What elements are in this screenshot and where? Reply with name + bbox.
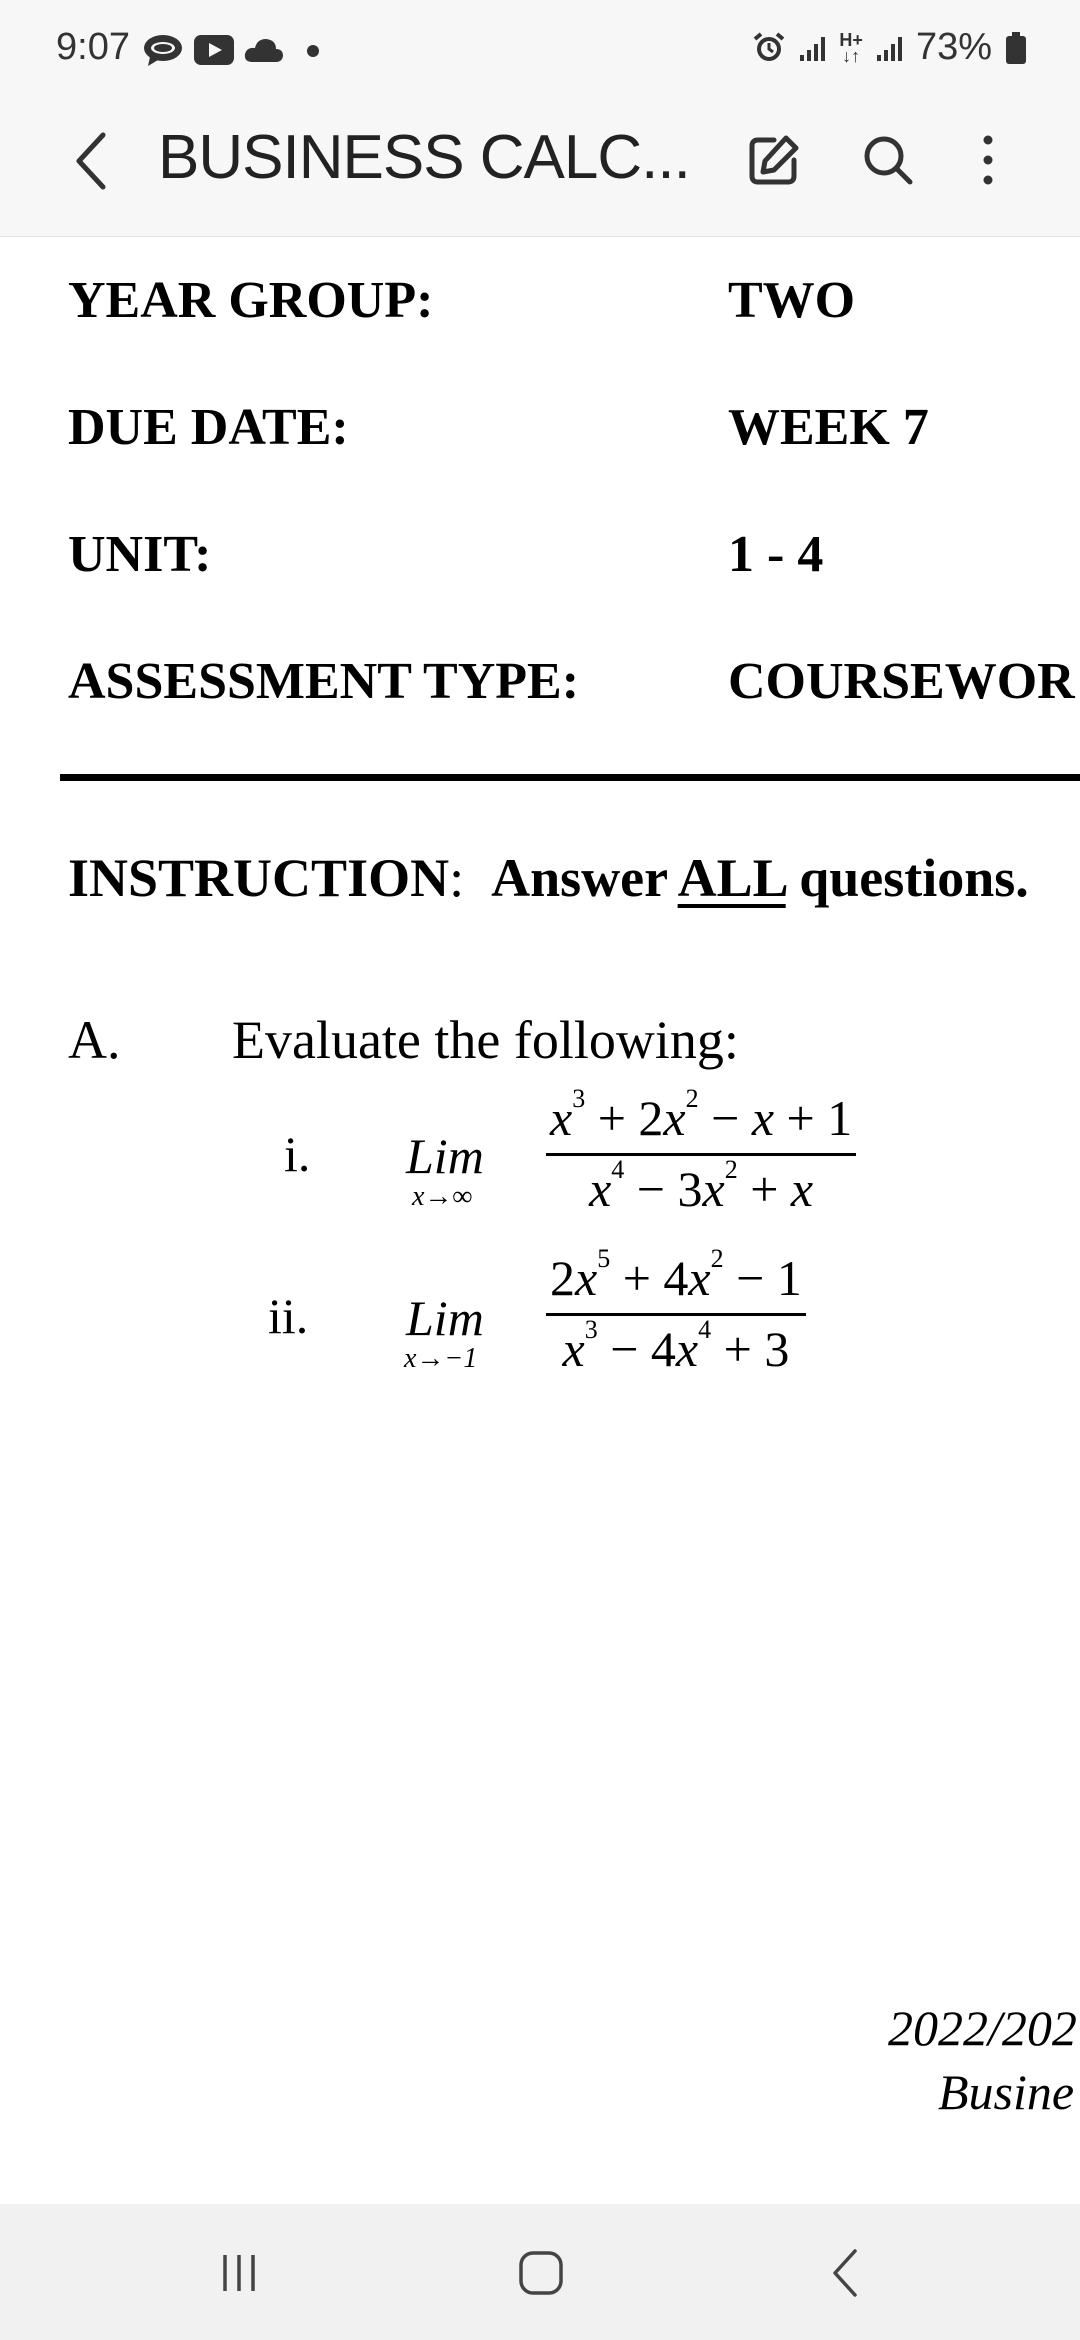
recent-apps-icon [217,2251,261,2295]
meta-value-year-group: TWO [728,272,856,329]
edit-button[interactable] [736,122,812,198]
home-button[interactable] [496,2238,586,2308]
limit-subscript-i: x→∞ [412,1181,473,1212]
fraction-i [546,1084,856,1218]
instruction-label: INSTRUCTION [68,848,450,908]
navigation-bar [0,2204,1080,2340]
more-options-button[interactable] [950,122,1026,198]
signal-icon [800,35,825,61]
instruction-text-after: questions. [785,848,1029,908]
status-bar [0,0,1080,100]
document-page[interactable] [0,237,1080,2203]
meta-label-unit: UNIT: [68,526,212,583]
instruction-line: INSTRUCTION: Answer ALL questions. [68,848,1029,908]
edit-icon [746,132,802,188]
notification-icons [142,30,322,70]
section-letter: A. [68,1010,121,1070]
chat-bubble-icon [142,33,184,67]
search-icon [860,132,916,188]
numerator-i: $x^3 + 2x^2 - x + 1$ [546,1089,856,1156]
meta-value-unit: 1 - 4 [728,526,824,583]
youtube-icon [194,35,234,65]
home-icon [517,2249,565,2297]
battery-percent: 73% [915,26,992,68]
meta-label-due-date: DUE DATE: [68,399,349,456]
question-number-i: i. [284,1126,311,1182]
status-time: 9:07 [56,26,130,68]
battery-icon [1006,32,1026,64]
more-vert-icon [978,132,998,188]
document-title: BUSINESS CALC... [158,123,690,192]
back-icon [827,2247,863,2299]
back-chevron-icon [71,131,111,191]
denominator-ii: $x^3 - 4x^4 + 3$ [562,1315,790,1377]
recent-apps-button[interactable] [194,2238,284,2308]
section-heading: Evaluate the following: [232,1010,739,1070]
search-button[interactable] [850,122,926,198]
question-number-ii: ii. [268,1288,309,1344]
instruction-emphasis: ALL [677,848,786,908]
meta-value-assessment-type: COURSEWOR [728,653,1075,710]
back-button[interactable] [56,126,126,196]
signal-icon [877,35,902,61]
limit-subscript-ii: x→−1 [404,1343,478,1374]
alarm-icon [752,31,786,65]
dot-icon [294,36,322,64]
footer-year: 2022/202 [888,2000,1077,2056]
app-bar [0,100,1080,237]
numerator-ii: $2x^5 + 4x^2 - 1$ [546,1249,806,1316]
limit-label-ii: Lim [406,1290,484,1346]
footer-subject: Busine [938,2064,1075,2120]
lte-data-icon: H+ ↓↑ [839,29,863,66]
meta-label-assessment-type: ASSESSMENT TYPE: [68,653,580,710]
meta-label-year-group: YEAR GROUP: [68,272,434,329]
meta-value-due-date: WEEK 7 [728,399,929,456]
divider-rule [60,774,1080,781]
system-back-button[interactable] [800,2238,890,2308]
fraction-ii [546,1244,806,1378]
instruction-text-before: Answer [491,848,678,908]
denominator-i: $x^4 - 3x^2 + x$ [589,1155,814,1217]
limit-label-i: Lim [406,1128,484,1184]
status-right [752,26,1026,69]
cloud-icon [244,36,284,64]
